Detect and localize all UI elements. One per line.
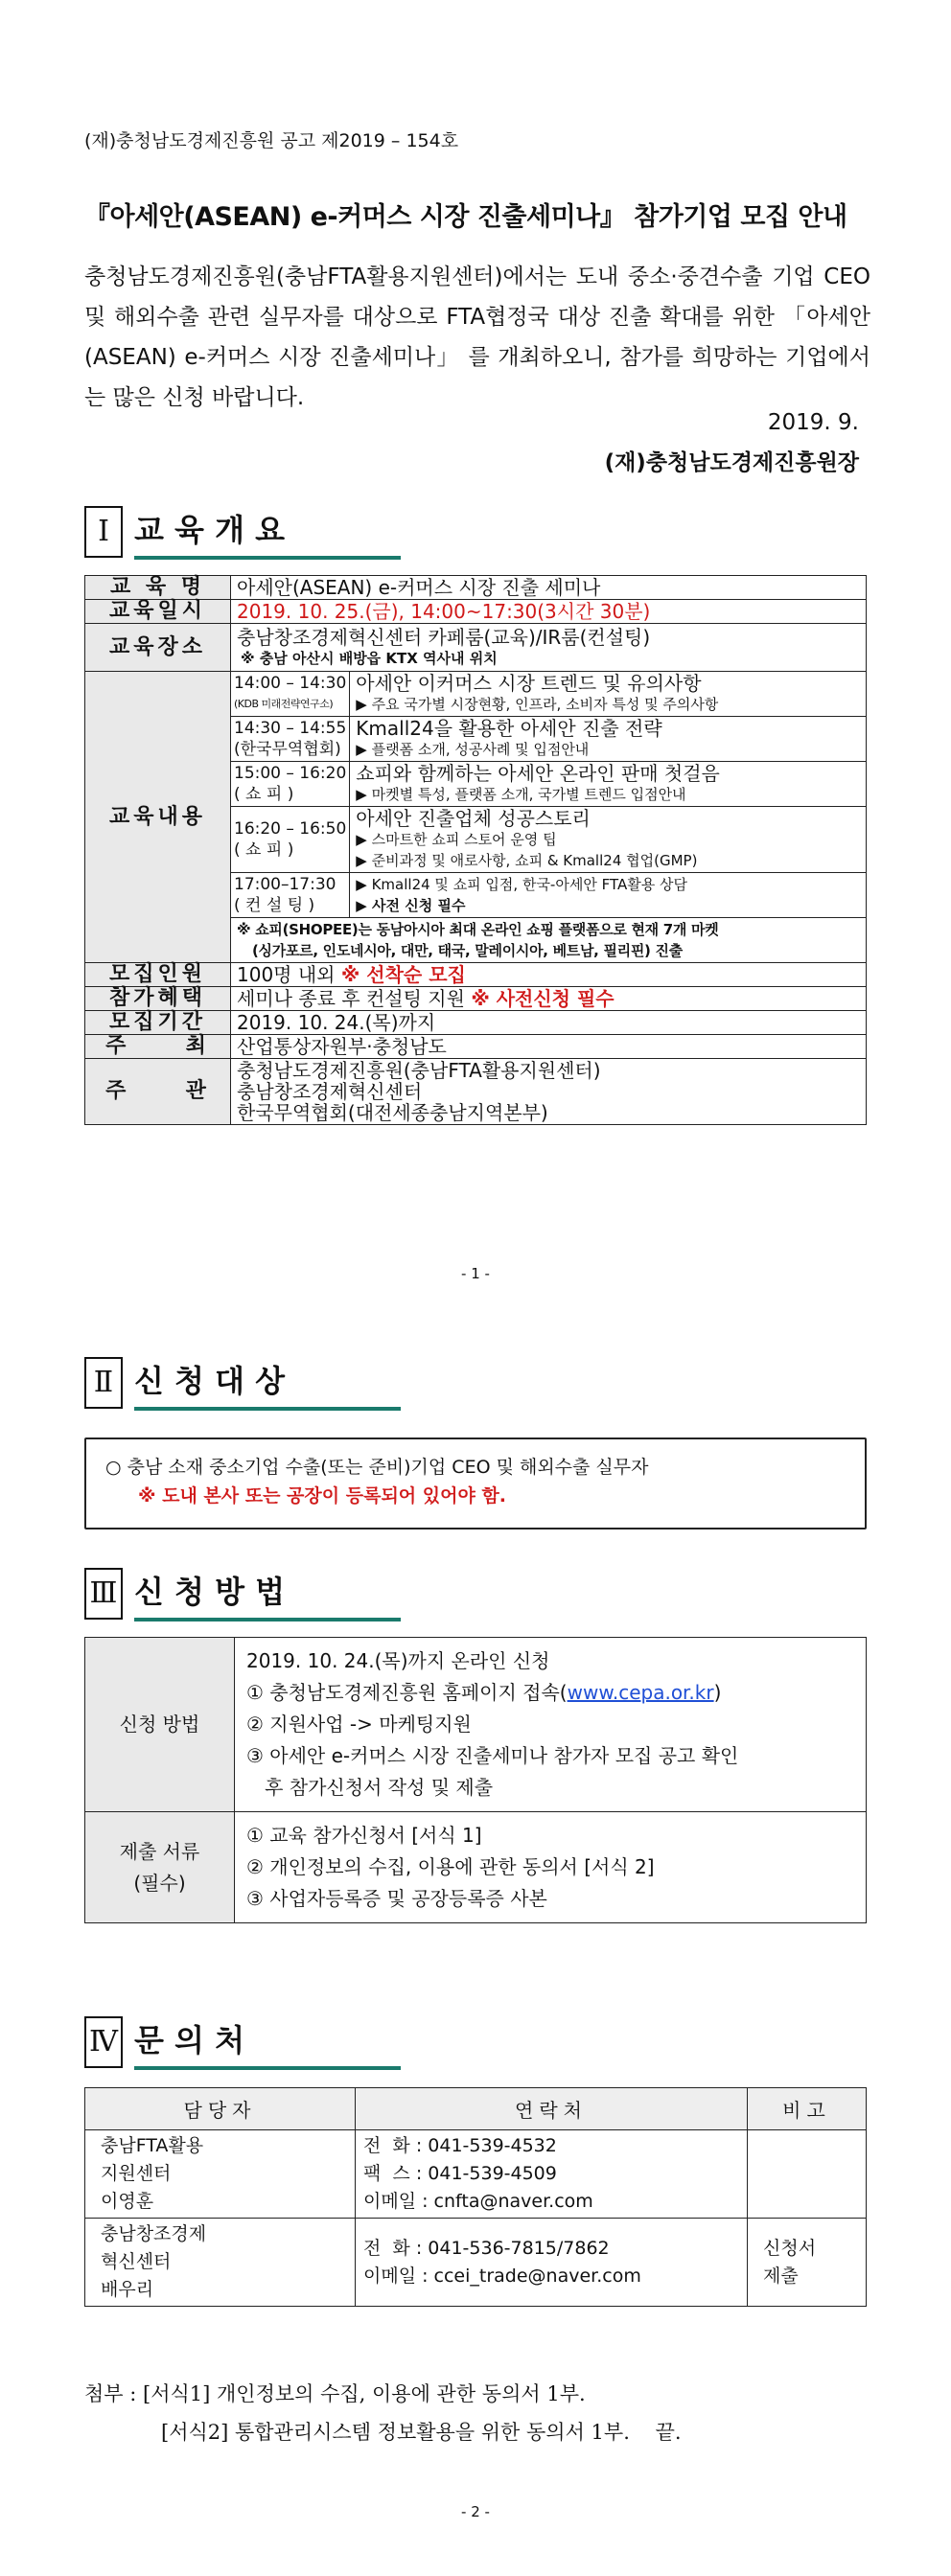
section-4-heading: [84, 2016, 401, 2068]
place-value: 충남창조경제혁신센터 카페룸(교육)/IR룸(컨설팅): [237, 625, 651, 649]
table-row: [85, 1059, 867, 1125]
session-detail: ▶ 주요 국가별 시장현황, 인프라, 소비자 특성 및 주의사항: [356, 696, 719, 713]
column-header: 비고: [748, 2088, 867, 2130]
section-number: Ⅳ: [84, 2016, 123, 2068]
method-line: [246, 1677, 854, 1709]
eligibility-line: ○ 충남 소재 중소기업 수출(또는 준비)기업 CEO 및 해외수출 실무자: [105, 1457, 649, 1478]
homepage-link[interactable]: www.cepa.or.kr: [567, 1681, 714, 1704]
table-header-row: [85, 2088, 867, 2130]
session-time: 15:00 – 16:20: [234, 764, 347, 783]
session-content: [350, 762, 867, 807]
contact-note: [748, 2130, 867, 2219]
row-label: 교 육 명: [85, 576, 231, 600]
row-label: 주 관: [85, 1059, 231, 1125]
session-speaker: ( 컨 설 팅 ): [234, 896, 315, 915]
session-speaker: (한국무역협회): [234, 740, 341, 759]
section-number: Ⅲ: [84, 1568, 123, 1620]
section-underline: [134, 1618, 401, 1622]
contact-org: 충남FTA활용: [101, 2135, 204, 2156]
session-time: 14:00 – 14:30: [234, 674, 347, 693]
table-row: [85, 1638, 867, 1812]
eligibility-box: [84, 1438, 867, 1530]
course-place: [231, 624, 867, 672]
course-date: 2019. 10. 25.(금), 14:00~17:30(3시간 30분): [231, 600, 867, 624]
end-mark: 끝.: [655, 2421, 682, 2444]
session-time-cell: [231, 672, 350, 717]
section-number: Ⅱ: [84, 1357, 123, 1409]
row-label: 참가혜택: [85, 987, 231, 1011]
section-3-heading: [84, 1568, 401, 1620]
organizer-item: 충남창조경제혁신센터: [237, 1080, 423, 1103]
note-text: 제출: [763, 2265, 799, 2287]
organizer-item: 충청남도경제진흥원(충남FTA활용지원센터): [237, 1059, 601, 1082]
contact-email: 이메일 : cnfta@naver.com: [363, 2191, 593, 2212]
contact-org: 충남창조경제: [101, 2223, 207, 2244]
contact-phone: 전 화 : 041-539-4532: [363, 2135, 557, 2156]
issuer-name: (재)충청남도경제진흥원장: [604, 450, 859, 475]
section-underline: [134, 2066, 401, 2070]
method-content: [235, 1638, 867, 1812]
host-value: 산업통상자원부·충청남도: [231, 1035, 867, 1059]
contact-org: 지원센터: [101, 2163, 172, 2184]
table-row: [85, 2219, 867, 2307]
session-title: 쇼피와 함께하는 아세안 온라인 판매 첫걸음: [356, 762, 720, 785]
attachment-line: [서식2] 통합관리시스템 정보활용을 위한 동의서 1부.: [161, 2421, 630, 2444]
benefit-value: 세미나 종료 후 컨설팅 지원: [237, 987, 465, 1010]
section-title: 신 청 방 법: [134, 1574, 286, 1610]
method-line: ② 지원사업 -> 마케팅지원: [246, 1713, 472, 1736]
session-title: 아세안 이커머스 시장 트렌드 및 유의사항: [356, 672, 702, 695]
section-title: 문 의 처: [134, 2022, 245, 2058]
doc-item: ③ 사업자등록증 및 공장등록증 사본: [246, 1887, 547, 1910]
shopee-note-line: ※ 쇼피(SHOPEE)는 동남아시아 최대 온라인 쇼핑 플랫폼으로 현재 7개 마켓: [237, 921, 719, 938]
docs-label: 제출 서류: [119, 1839, 200, 1863]
contact-phone: 전 화 : 041-536-7815/7862: [363, 2237, 610, 2259]
recruit-value: 100명 내외: [237, 963, 336, 986]
benefit-cell: [231, 987, 867, 1011]
doc-item: ① 교육 참가신청서 [서식 1]: [246, 1824, 482, 1847]
row-label: 주 최: [85, 1035, 231, 1059]
session-speaker: ( 쇼 피 ): [234, 840, 294, 860]
method-line: ③ 아세안 e-커머스 시장 진출세미나 참가자 모집 공고 확인: [246, 1744, 739, 1767]
contact-person: [85, 2219, 356, 2307]
column-header: 담당자: [85, 2088, 356, 2130]
note-text: 신청서: [763, 2237, 817, 2259]
contact-name: 이영훈: [101, 2191, 154, 2212]
intro-paragraph: 충청남도경제진흥원(충남FTA활용지원센터)에서는 도내 중소·중견수출 기업 CEO 및 해외수출 관련 실무자를 대상으로 FTA협정국 대상 진출 확대를 위한 「아세안(ASEAN) e-커머스 시장 진출세미나」 를 개최하오니, 참가를 희망하는 기업에서는 많은 신청 바랍니다.: [84, 264, 870, 410]
section-underline: [134, 556, 401, 560]
shopee-note: [231, 918, 867, 963]
session-title: 아세안 진출업체 성공스토리: [356, 807, 591, 830]
table-row: [85, 2130, 867, 2219]
session-time: 17:00–17:30: [234, 875, 336, 894]
session-time-cell: [231, 762, 350, 807]
session-content: [350, 873, 867, 918]
table-row: [85, 1011, 867, 1035]
row-label: 모집인원: [85, 963, 231, 987]
session-time-cell: [231, 807, 350, 873]
education-overview-table: [84, 575, 867, 1125]
session-time-cell: [231, 873, 350, 918]
table-row: [85, 987, 867, 1011]
page-number: - 2 -: [461, 2503, 490, 2520]
organizer-item: 한국무역협회(대전세종충남지역본부): [237, 1101, 548, 1124]
section-number: Ⅰ: [84, 506, 123, 558]
row-label: 교육장소: [85, 624, 231, 672]
organizer-list: [231, 1059, 867, 1125]
session-speaker: (KDB 미래전략연구소): [234, 698, 334, 710]
contact-name: 배우리: [101, 2279, 154, 2300]
session-time: 16:20 – 16:50: [234, 819, 347, 839]
row-label: 교육내용: [85, 672, 231, 963]
document-title: 『아세안(ASEAN) e-커머스 시장 진출세미나』 참가기업 모집 안내: [84, 202, 847, 232]
session-detail: ▶ 마켓별 특성, 플랫폼 소개, 국가별 트렌드 입점안내: [356, 786, 686, 803]
recruit-note: ※ 선착순 모집: [340, 963, 466, 986]
session-content: [350, 717, 867, 762]
session-time-cell: [231, 717, 350, 762]
recruit-cell: [231, 963, 867, 987]
contact-fax: 팩 스 : 041-539-4509: [363, 2163, 557, 2184]
docs-label-sub: (필수): [133, 1871, 186, 1895]
section-title: 신 청 대 상: [134, 1363, 286, 1399]
row-label: [85, 1812, 235, 1923]
attachment-line-2: [84, 2413, 682, 2451]
session-detail: ▶ 준비과정 및 애로사항, 쇼피 & Kmall24 협업(GMP): [356, 852, 698, 869]
shopee-note-line: (싱가포르, 인도네시아, 대만, 태국, 말레이시아, 베트남, 필리핀) 진출: [252, 942, 683, 959]
attachments: [84, 2375, 682, 2451]
method-line-text: ① 충청남도경제진흥원 홈페이지 접속(: [246, 1681, 568, 1704]
docs-content: [235, 1812, 867, 1923]
notice-number: (재)충청남도경제진흥원 공고 제2019 – 154호: [84, 130, 459, 151]
session-detail: ▶ 플랫폼 소개, 성공사례 및 입점안내: [356, 741, 590, 758]
page-number: - 1 -: [461, 1265, 490, 1282]
section-title: 교 육 개 요: [134, 512, 286, 548]
session-detail: ▶ 사전 신청 필수: [356, 897, 466, 914]
session-title: Kmall24을 활용한 아세안 진출 전략: [356, 717, 662, 740]
contact-info: [356, 2219, 748, 2307]
table-row: [85, 576, 867, 600]
section-underline: [134, 1407, 401, 1411]
course-name: 아세안(ASEAN) e-커머스 시장 진출 세미나: [231, 576, 867, 600]
row-label: 모집기간: [85, 1011, 231, 1035]
method-line-text: ): [713, 1681, 722, 1704]
session-time: 14:30 – 14:55: [234, 719, 347, 738]
doc-item: ② 개인정보의 수집, 이용에 관한 동의서 [서식 2]: [246, 1855, 655, 1878]
eligibility-note: ※ 도내 본사 또는 공장이 등록되어 있어야 함.: [138, 1485, 507, 1506]
table-row: [85, 1812, 867, 1923]
period-value: 2019. 10. 24.(목)까지: [231, 1011, 867, 1035]
session-title: ▶ Kmall24 및 쇼피 입점, 한국-아세안 FTA활용 상담: [356, 876, 687, 893]
issue-date: 2019. 9.: [767, 410, 859, 435]
contact-org: 혁신센터: [101, 2251, 172, 2272]
table-row: [85, 1035, 867, 1059]
benefit-note: ※ 사전신청 필수: [471, 987, 615, 1010]
contact-note: [748, 2219, 867, 2307]
row-label: 교육일시: [85, 600, 231, 624]
application-method-table: [84, 1637, 867, 1923]
session-speaker: ( 쇼 피 ): [234, 785, 294, 804]
table-row: [85, 600, 867, 624]
attachment-line: 첨부 : [서식1] 개인정보의 수집, 이용에 관한 동의서 1부.: [84, 2382, 586, 2405]
section-1-heading: [84, 506, 401, 558]
row-label: 신청 방법: [85, 1638, 235, 1812]
session-detail: ▶ 스마트한 쇼피 스토어 운영 팁: [356, 831, 557, 848]
section-2-heading: [84, 1357, 401, 1409]
session-content: [350, 672, 867, 717]
contact-table: [84, 2087, 867, 2307]
contact-person: [85, 2130, 356, 2219]
contact-email: 이메일 : ccei_trade@naver.com: [363, 2265, 641, 2287]
contact-info: [356, 2130, 748, 2219]
place-note: ※ 충남 아산시 배방읍 KTX 역사내 위치: [241, 649, 498, 667]
table-row: [85, 672, 867, 717]
table-row: [85, 963, 867, 987]
method-line: 후 참가신청서 작성 및 제출: [246, 1776, 494, 1799]
column-header: 연락처: [356, 2088, 748, 2130]
method-line: 2019. 10. 24.(목)까지 온라인 신청: [246, 1649, 550, 1672]
session-content: [350, 807, 867, 873]
table-row: [85, 624, 867, 672]
